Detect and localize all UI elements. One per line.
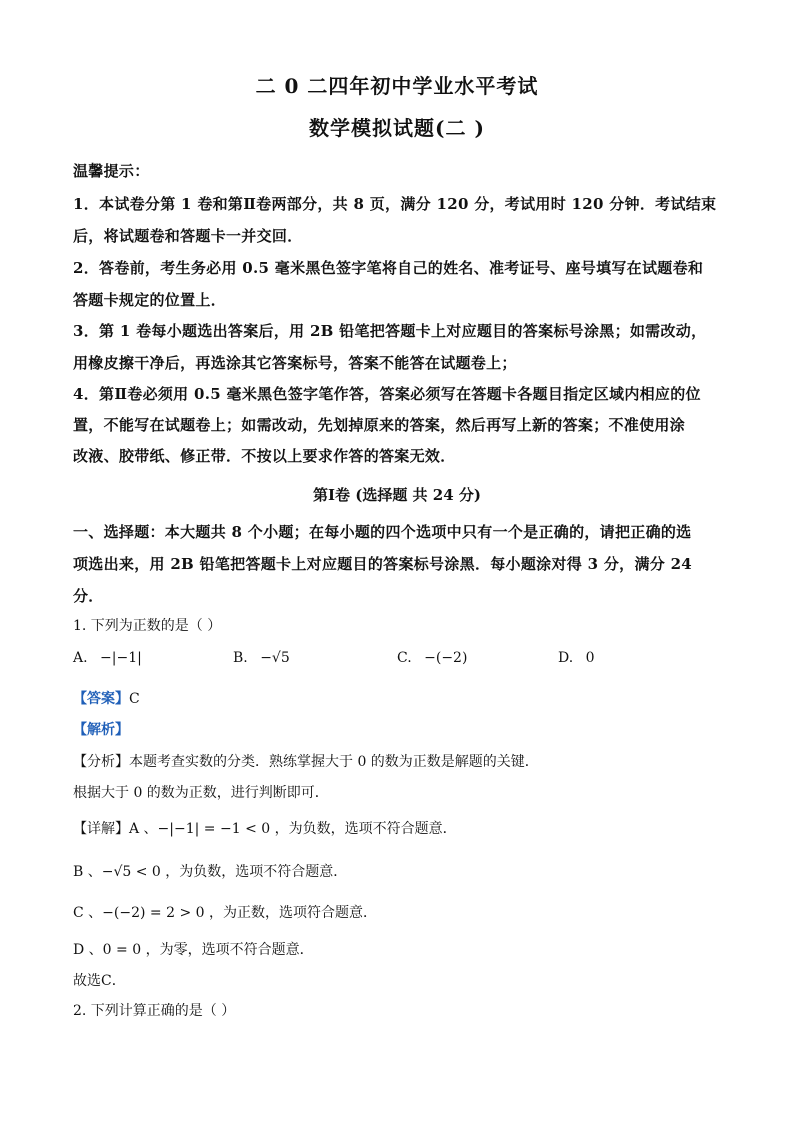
tip-line: 答题卡规定的位置上． — [73, 291, 227, 309]
option-expr: −|−1| — [100, 650, 142, 666]
detail-line-a — [73, 818, 457, 838]
tip-line: 2．答卷前，考生务必用 0.5 毫米黑色签字笔将自己的姓名、准考证号、座号填写在试题卷和 — [73, 259, 704, 277]
option-expr: −(−2) — [424, 650, 468, 666]
option-label: B. — [233, 650, 248, 666]
detail-tag: 【详解】 — [73, 821, 129, 837]
fenxi-line — [73, 751, 539, 771]
option-d — [558, 650, 595, 666]
fenxi-text: 本题考查实数的分类．熟练掌握大于 0 的数为正数是解题的关键． — [129, 754, 539, 770]
exam-subtitle: 数学模拟试题(二 ) — [309, 116, 485, 140]
tip-line: 置，不能写在试题卷上；如需改动，先划掉原来的答案，然后再写上新的答案；不准使用涂 — [73, 416, 686, 434]
tip-line: 用橡皮擦干净后，再选涂其它答案标号，答案不能答在试题卷上； — [73, 354, 517, 372]
tip-line: 3．第 1 卷每小题选出答案后，用 2B 铅笔把答题卡上对应题目的答案标号涂黑；如需改动， — [73, 322, 707, 340]
fenxi-tag: 【分析】 — [73, 754, 129, 770]
analysis-line — [73, 719, 129, 739]
part-intro-line: 项选出来，用 2B 铅笔把答题卡上对应题目的答案标号涂黑．每小题涂对得 3 分，满分 24 — [73, 555, 693, 573]
detail-text: A 、−|−1| = −1 < 0 ，为负数，选项不符合题意． — [129, 821, 457, 837]
option-label: D. — [558, 650, 574, 666]
option-label: C. — [397, 650, 412, 666]
tips-heading: 温馨提示： — [73, 162, 150, 180]
detail-line-c: C 、−(−2) = 2 > 0 ，为正数，选项符合题意． — [73, 905, 377, 921]
section-heading: 第Ⅰ卷 (选择题 共 24 分) — [313, 486, 481, 504]
question-2-stem: 2. 下列计算正确的是（ ） — [73, 1003, 236, 1019]
tip-line: 后，将试题卷和答题卡一并交回． — [73, 227, 303, 245]
tip-line: 1．本试卷分第 1 卷和第Ⅱ卷两部分，共 8 页，满分 120 分，考试用时 120 分钟．考试结束 — [73, 195, 717, 213]
conclusion-line: 故选C． — [73, 973, 126, 989]
question-1-stem: 1. 下列为正数的是（ ） — [73, 618, 222, 634]
option-expr: 0 — [585, 650, 595, 666]
part-intro-line: 一、选择题：本大题共 8 个小题；在每小题的四个选项中只有一个是正确的，请把正确的选 — [73, 523, 692, 541]
option-expr: −√5 — [260, 650, 290, 666]
option-b — [233, 650, 290, 666]
tip-line: 4．第Ⅱ卷必须用 0.5 毫米黑色签字笔作答，答案必须写在答题卡各题目指定区域内相应的位 — [73, 385, 701, 403]
answer-value: C — [129, 691, 140, 707]
tip-line: 改液、胶带纸、修正带．不按以上要求作答的答案无效． — [73, 447, 456, 465]
option-c — [397, 650, 467, 666]
option-label: A. — [73, 650, 88, 666]
option-a — [73, 650, 142, 666]
detail-line-d: D 、0 = 0 ，为零，选项不符合题意． — [73, 942, 314, 958]
detail-line-b: B 、−√5 < 0 ，为负数，选项不符合题意． — [73, 864, 348, 880]
fenxi-line-2: 根据大于 0 的数为正数，进行判断即可． — [73, 785, 329, 801]
part-intro-line: 分． — [73, 587, 104, 605]
analysis-tag: 【解析】 — [73, 722, 129, 738]
exam-title: 二 0 二四年初中学业水平考试 — [255, 74, 539, 98]
answer-tag: 【答案】 — [73, 691, 129, 707]
answer-line — [73, 688, 140, 708]
